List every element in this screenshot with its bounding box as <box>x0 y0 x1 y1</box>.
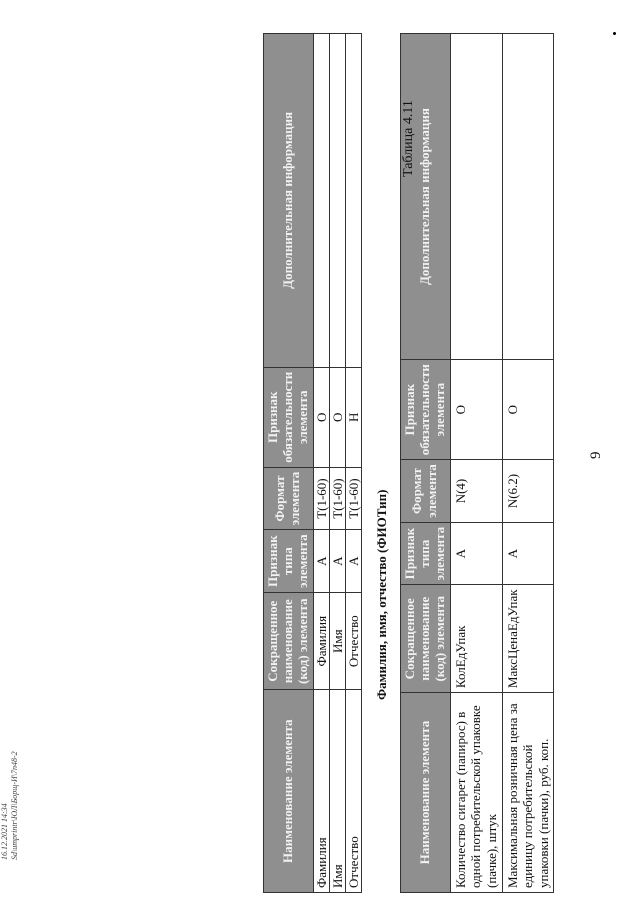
stamp-line-datetime: 16.12.2021 14:34 <box>0 803 9 860</box>
cell-code: КолЕдУпак <box>450 585 502 693</box>
table-fiot <box>263 33 362 893</box>
page-number: 9 <box>588 451 604 459</box>
table-title: Фамилия, имя, отчество (ФИОТип) <box>374 489 389 700</box>
cell-name: Фамилия <box>313 690 329 893</box>
stamp-line-path: Sd\umprintr\ЮЛ\Борщ-И\7п48-2 <box>10 751 19 860</box>
table-row <box>313 34 329 893</box>
cell-info <box>345 34 361 368</box>
cell-type: А <box>345 530 361 593</box>
table-elements-upak <box>400 33 554 893</box>
table-row <box>502 34 554 893</box>
cell-code: Имя <box>329 592 345 689</box>
cell-type: А <box>329 530 345 593</box>
print-stamp <box>0 751 20 860</box>
cell-required: О <box>313 367 329 467</box>
cell-code: Фамилия <box>313 592 329 689</box>
cell-type: А <box>502 522 554 585</box>
cell-name: Имя <box>329 690 345 893</box>
header-cell: Признак типа элемента <box>401 522 451 585</box>
cell-info <box>329 34 345 368</box>
table-caption: Таблица 4.11 <box>401 100 416 177</box>
cell-type: А <box>450 522 502 585</box>
cell-info <box>313 34 329 368</box>
cell-code: МаксЦенаЕдУпак <box>502 585 554 693</box>
cell-name: Количество сигарет (папирос) в одной потребительской упаковке (пачке), штук <box>450 693 502 893</box>
table-row <box>329 34 345 893</box>
cell-info <box>502 34 554 360</box>
cell-name: Отчество <box>345 690 361 893</box>
header-cell: Формат элемента <box>401 460 451 523</box>
header-cell: Формат элемента <box>264 467 314 530</box>
cell-format: T(1-60) <box>345 467 361 530</box>
cell-required: О <box>329 367 345 467</box>
cell-info <box>450 34 502 360</box>
header-cell: Наименование элемента <box>264 690 314 893</box>
table-row <box>450 34 502 893</box>
header-cell: Сокращенное наименование (код) элемента <box>401 585 451 693</box>
cell-type: А <box>313 530 329 593</box>
cell-format: T(1-60) <box>313 467 329 530</box>
scan-dot <box>613 32 616 35</box>
header-cell: Сокращенное наименование (код) элемента <box>264 592 314 689</box>
cell-required: О <box>502 360 554 460</box>
cell-code: Отчество <box>345 592 361 689</box>
header-cell: Наименование элемента <box>401 693 451 893</box>
cell-required: О <box>450 360 502 460</box>
header-cell: Дополнительная информация <box>401 34 451 360</box>
header-cell: Признак обязательности элемента <box>264 367 314 467</box>
cell-format: N(6.2) <box>502 460 554 523</box>
table-header-row <box>264 34 314 893</box>
cell-name: Максимальная розничная цена за единицу потребительской упаковки (пачки), руб. коп. <box>502 693 554 893</box>
cell-format: T(1-60) <box>329 467 345 530</box>
cell-required: Н <box>345 367 361 467</box>
header-cell: Признак обязательности элемента <box>401 360 451 460</box>
header-cell: Дополнительная информация <box>264 34 314 368</box>
cell-format: N(4) <box>450 460 502 523</box>
table-row <box>345 34 361 893</box>
header-cell: Признак типа элемента <box>264 530 314 593</box>
